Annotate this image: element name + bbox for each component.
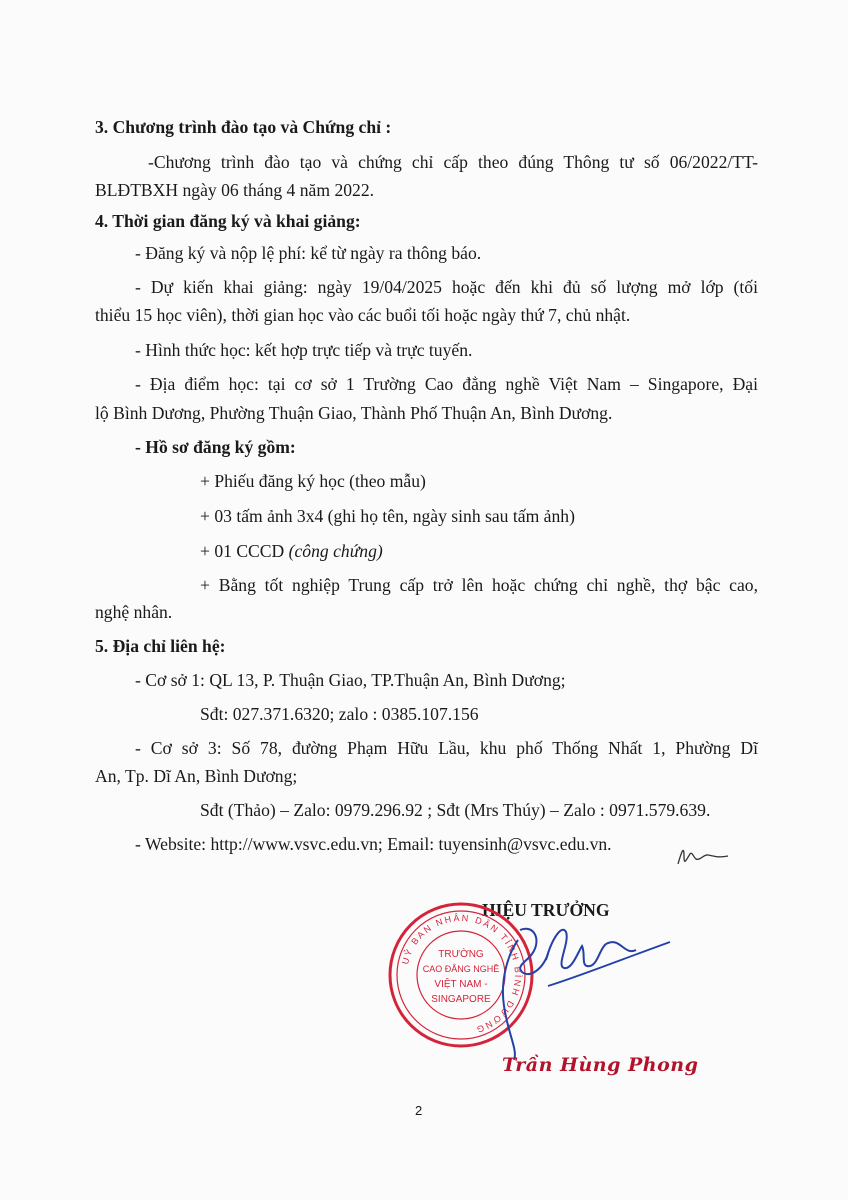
initials-mark-icon	[672, 842, 732, 872]
seal-line-2: CAO ĐẲNG NGHỀ	[422, 964, 500, 974]
dossier-item-photos: + 03 tấm ảnh 3x4 (ghi họ tên, ngày sinh sau tấm ảnh)	[200, 506, 575, 526]
contact-campus-3-phone: Sđt (Thảo) – Zalo: 0979.296.92 ; Sđt (Mrs Thúy) – Zalo : 0971.579.639.	[200, 800, 711, 820]
contact-campus-1: - Cơ sở 1: QL 13, P. Thuận Giao, TP.Thuận An, Bình Dương;	[135, 670, 566, 690]
page-number: 2	[415, 1103, 423, 1118]
seal-line-4: SINGAPORE	[431, 994, 491, 1005]
principal-title: HIỆU TRƯỞNG	[482, 900, 610, 920]
dossier-item-form: + Phiếu đăng ký học (theo mẫu)	[200, 471, 426, 491]
signer-name: Trần Hùng Phong	[502, 1054, 699, 1076]
contact-website-email: - Website: http://www.vsvc.edu.vn; Email: tuyensinh@vsvc.edu.vn.	[135, 834, 612, 854]
dossier-item-id-note: (công chứng)	[288, 541, 383, 561]
s4-item-opening-line2: thiểu 15 học viên), thời gian học vào các buổi tối hoặc ngày thứ 7, chủ nhật.	[95, 305, 631, 325]
contact-campus-3-line1: - Cơ sở 3: Số 78, đường Phạm Hữu Lầu, khu phố Thống Nhất 1, Phường Dĩ	[135, 738, 758, 758]
contact-campus-1-phone: Sđt: 027.371.6320; zalo : 0385.107.156	[200, 704, 479, 724]
dossier-item-id	[200, 541, 383, 561]
section-5-heading: 5. Địa chỉ liên hệ:	[95, 636, 226, 656]
s4-item-location-line2: lộ Bình Dương, Phường Thuận Giao, Thành Phố Thuận An, Bình Dương.	[95, 403, 613, 423]
seal-line-1: TRƯỜNG	[438, 949, 484, 960]
s4-item-opening-line1: - Dự kiến khai giảng: ngày 19/04/2025 hoặc đến khi đủ số lượng mở lớp (tối	[135, 277, 758, 297]
section-3-heading: 3. Chương trình đào tạo và Chứng chỉ :	[95, 117, 392, 137]
dossier-heading: - Hồ sơ đăng ký gồm:	[135, 437, 296, 457]
section-4-heading: 4. Thời gian đăng ký và khai giảng:	[95, 211, 361, 231]
seal-ring-text: UỶ BAN NHÂN DÂN TỈNH BÌNH DƯƠNG	[400, 912, 524, 1036]
dossier-item-id-label: + 01 CCCD	[200, 541, 289, 561]
s4-item-registration: - Đăng ký và nộp lệ phí: kể từ ngày ra thông báo.	[135, 243, 482, 263]
dossier-item-diploma-line1: + Bằng tốt nghiệp Trung cấp trở lên hoặc chứng chỉ nghề, thợ bậc cao,	[200, 575, 758, 595]
handwritten-signature-icon	[430, 910, 690, 1060]
s4-item-format: - Hình thức học: kết hợp trực tiếp và trực tuyến.	[135, 340, 473, 360]
dossier-item-diploma-line2: nghệ nhân.	[95, 602, 173, 622]
s3-paragraph-line1: -Chương trình đào tạo và chứng chỉ cấp theo đúng Thông tư số 06/2022/TT-	[148, 152, 758, 172]
seal-line-3: VIỆT NAM -	[434, 979, 488, 990]
s4-item-location-line1: - Địa điểm học: tại cơ sở 1 Trường Cao đẳng nghề Việt Nam – Singapore, Đại	[135, 374, 758, 394]
s3-paragraph-line2: BLĐTBXH ngày 06 tháng 4 năm 2022.	[95, 180, 375, 200]
contact-campus-3-line2: An, Tp. Dĩ An, Bình Dương;	[95, 766, 298, 786]
